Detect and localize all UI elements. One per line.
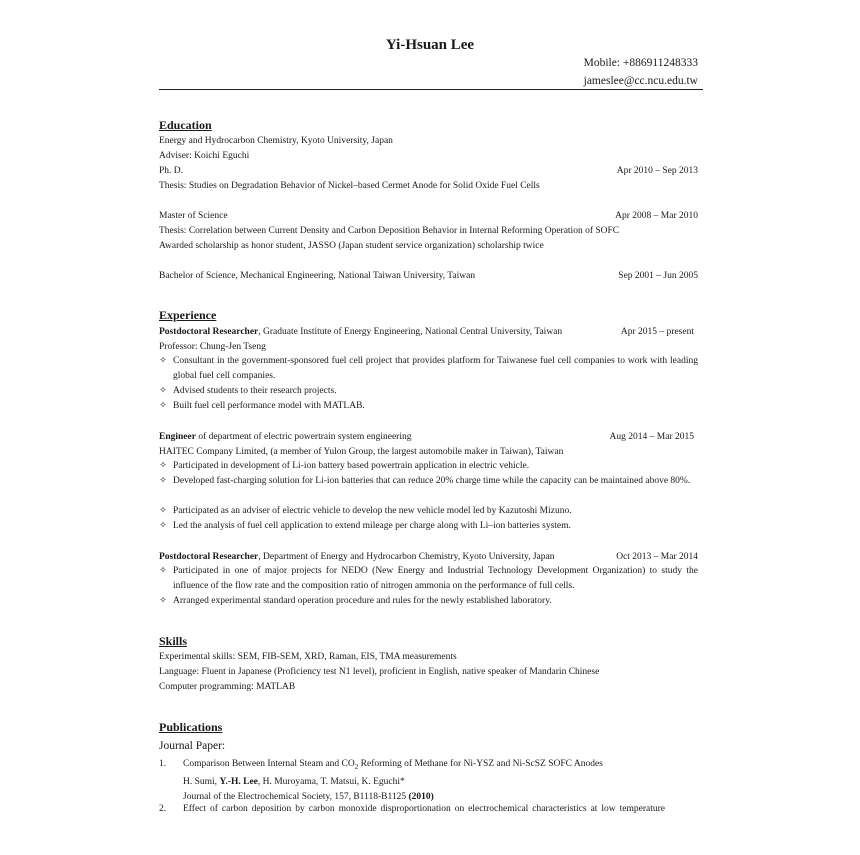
job-date: Apr 2015 – present bbox=[620, 327, 694, 337]
education-line: Bachelor of Science, Mechanical Engineering, National Taiwan University, Taiwan Sep 2001 – Jun 2005 bbox=[159, 271, 698, 281]
education-line: Thesis: Correlation between Current Density and Carbon Deposition Behavior in Internal Reforming Operation of SOFC bbox=[159, 226, 620, 236]
education-date: Apr 2010 – Sep 2013 bbox=[616, 166, 698, 176]
diamond-bullet-icon: ✧ bbox=[159, 356, 167, 366]
job-bullet: ✧ Arranged experimental standard operation procedure and rules for the newly established laboratory. bbox=[159, 594, 698, 609]
education-heading: Education bbox=[159, 118, 212, 132]
job-date: Aug 2014 – Mar 2015 bbox=[609, 432, 694, 442]
diamond-bullet-icon: ✧ bbox=[159, 401, 167, 411]
job-title-line: Engineer of department of electric powertrain system engineering Aug 2014 – Mar 2015 bbox=[159, 432, 694, 442]
job-bullet: ✧ Participated as an adviser of electric vehicle to develop the new vehicle model led by Kazutoshi Mizuno. bbox=[159, 504, 698, 519]
job-subline: Professor: Chung-Jen Tseng bbox=[159, 342, 266, 352]
diamond-bullet-icon: ✧ bbox=[159, 506, 167, 516]
education-line: Energy and Hydrocarbon Chemistry, Kyoto University, Japan bbox=[159, 136, 393, 146]
education-line: Ph. D. Apr 2010 – Sep 2013 bbox=[159, 166, 698, 176]
mobile-number: Mobile: +886911248333 bbox=[583, 57, 698, 69]
publication-item: 2. Effect of carbon deposition by carbon monoxide disproportionation on electrochemical characteristics at low temperature bbox=[159, 804, 665, 814]
diamond-bullet-icon: ✧ bbox=[159, 386, 167, 396]
education-date: Sep 2001 – Jun 2005 bbox=[618, 271, 698, 281]
candidate-name: Yi-Hsuan Lee bbox=[385, 37, 475, 53]
job-bullet: ✧ Participated in development of Li-ion battery based powertrain application in electric vehicle. bbox=[159, 459, 698, 474]
experience-heading: Experience bbox=[159, 308, 217, 322]
diamond-bullet-icon: ✧ bbox=[159, 566, 167, 576]
header-divider bbox=[159, 89, 703, 90]
skill-line: Language: Fluent in Japanese (Proficiency test N1 level), proficient in English, native speaker of Mandarin Chinese bbox=[159, 667, 600, 677]
skill-line: Experimental skills: SEM, FIB-SEM, XRD, Raman, EIS, TMA measurements bbox=[159, 652, 457, 662]
skill-line: Computer programming: MATLAB bbox=[159, 682, 296, 692]
education-line: Awarded scholarship as honor student, JASSO (Japan student service organization) scholarship twice bbox=[159, 241, 544, 251]
job-bullet: ✧ Led the analysis of fuel cell application to extend mileage per charge along with Li–ion batteries system. bbox=[159, 519, 698, 534]
diamond-bullet-icon: ✧ bbox=[159, 476, 167, 486]
job-bullet: ✧ Advised students to their research projects. bbox=[159, 384, 698, 399]
publication-item: 1. Comparison Between Internal Steam and $CO_2$ Reforming of Methane for Ni-YSZ and Ni-ScSZ SOFC Anodes H. Sumi, Y.-H. Lee, H. Muroyama, T. Matsui, K. Eguchi* Journal of the Electrochemical Society, 157, B1118-B1125 (2010) bbox=[159, 759, 603, 802]
publications-heading: Publications bbox=[159, 720, 223, 734]
email-address: jameslee@cc.ncu.edu.tw bbox=[583, 75, 698, 87]
education-line: Master of Science Apr 2008 – Mar 2010 bbox=[159, 211, 698, 221]
education-date: Apr 2008 – Mar 2010 bbox=[615, 211, 698, 221]
job-subline: HAITEC Company Limited, (a member of Yulon Group, the largest automobile maker in Taiwan), Taiwan bbox=[159, 447, 564, 457]
diamond-bullet-icon: ✧ bbox=[159, 521, 167, 531]
skills-heading: Skills bbox=[159, 634, 188, 648]
journal-paper-subheading: Journal Paper: bbox=[159, 740, 226, 752]
job-bullet: ✧ Built fuel cell performance model with MATLAB. bbox=[159, 399, 698, 414]
job-bullet: ✧ Participated in one of major projects for NEDO (New Energy and Industrial Technology Development Organization) to study the influence of the flow rate and the composition ratio of nitrogen ammonia on the performance of full cells. bbox=[159, 566, 698, 591]
job-bullet: ✧ Consultant in the government-sponsored fuel cell project that provides platform for Taiwanese fuel cell companies to work with leading global fuel cell companies. bbox=[159, 356, 698, 381]
diamond-bullet-icon: ✧ bbox=[159, 596, 167, 606]
job-date: Oct 2013 – Mar 2014 bbox=[616, 552, 698, 562]
diamond-bullet-icon: ✧ bbox=[159, 461, 167, 471]
job-title-line: Postdoctoral Researcher, Department of Energy and Hydrocarbon Chemistry, Kyoto University, Japan Oct 2013 – Mar 2014 bbox=[159, 552, 698, 562]
job-title-line: Postdoctoral Researcher, Graduate Institute of Energy Engineering, National Central University, Taiwan Apr 2015 – present bbox=[159, 327, 694, 337]
job-bullet: ✧ Developed fast-charging solution for Li-ion batteries that can reduce 20% charge time while the capacity can be maintained above 80%. bbox=[159, 474, 698, 489]
education-line: Thesis: Studies on Degradation Behavior of Nickel–based Cermet Anode for Solid Oxide Fuel Cells bbox=[159, 181, 540, 191]
education-line: Adviser: Koichi Eguchi bbox=[159, 151, 250, 161]
